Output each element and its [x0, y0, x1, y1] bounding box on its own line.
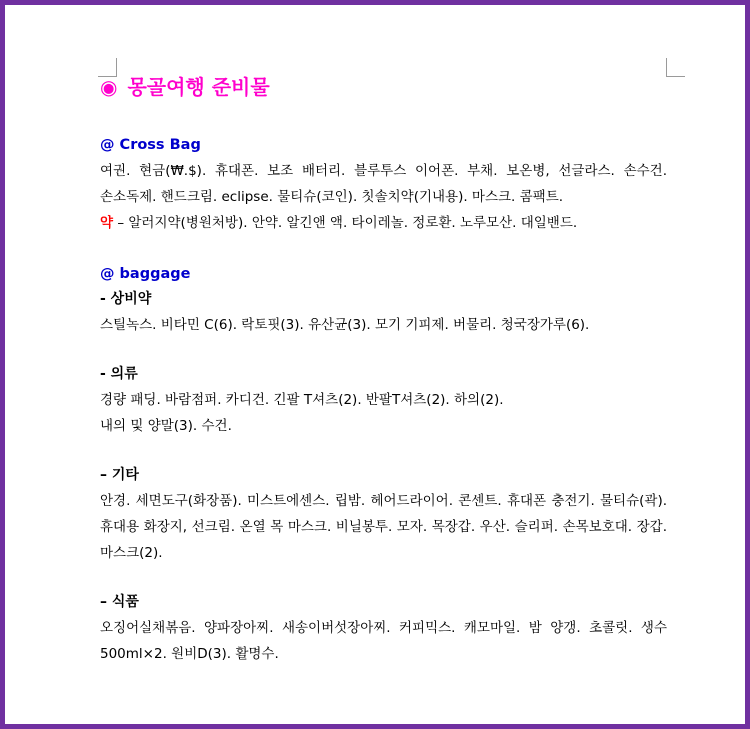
subsection-heading-clothing: - 의류 — [100, 366, 138, 382]
document-body[interactable] — [100, 71, 667, 667]
cross-bag-heading: @ Cross Bag — [100, 137, 201, 153]
subsection-heading-food: – 식품 — [100, 594, 139, 610]
subsection-heading-medicine: - 상비약 — [100, 291, 152, 307]
document-title — [100, 71, 667, 103]
food-items: 오징어실채볶음. 양파장아찌. 새송이버섯장아찌. 커피믹스. 캐모마일. 밤 양갱. 초콜릿. 생수 500ml×2. 원비D(3). 활명수. — [100, 620, 667, 662]
misc-items: 안경. 세면도구(화장품). 미스트에센스. 립밤. 헤어드라이어. 콘센트. 휴대폰 충전기. 물티슈(곽). 휴대용 화장지, 선크림. 온열 목 마스크. 비닐봉투. 모자. 목장갑. 우산. 슬리퍼. 손목보호대. 장갑. 마스크(2). — [100, 493, 667, 561]
medicine-label: 약 — [100, 215, 114, 231]
cross-bag-section — [100, 133, 667, 236]
cross-bag-medicine-line — [100, 210, 667, 236]
cross-bag-items: 여권. 현금(₩.$). 휴대폰. 보조 배터리. 블루투스 이어폰. 부채. 보온병, 선글라스. 손수건. 손소독제. 핸드크림. eclipse. 물티슈(코인). 칫솔치약(기내용). 마스크. 콤팩트. — [100, 163, 667, 205]
baggage-heading: @ baggage — [100, 266, 191, 282]
medicine-items-line: 스틸녹스. 비타민 C(6). 락토핏(3). 유산균(3). 모기 기피제. 버물리. 청국장가루(6). — [100, 317, 590, 333]
baggage-section — [100, 262, 667, 667]
title-text: 몽골여행 준비물 — [127, 75, 270, 99]
subsection-heading-misc: – 기타 — [100, 467, 139, 483]
clothing-items-line-1: 경량 패딩. 바람점퍼. 카디건. 긴팔 T셔츠(2). 반팔T셔츠(2). 하의(2). — [100, 392, 504, 408]
clothing-items-line-2: 내의 및 양말(3). 수건. — [100, 418, 232, 434]
medicine-items: – 알러지약(병원처방). 안약. 알긴앤 액. 타이레놀. 정로환. 노루모산. 대일밴드. — [113, 215, 578, 231]
margin-corner-mark-top-right — [666, 58, 685, 77]
circle-bullet-icon: ◉ — [100, 75, 118, 99]
